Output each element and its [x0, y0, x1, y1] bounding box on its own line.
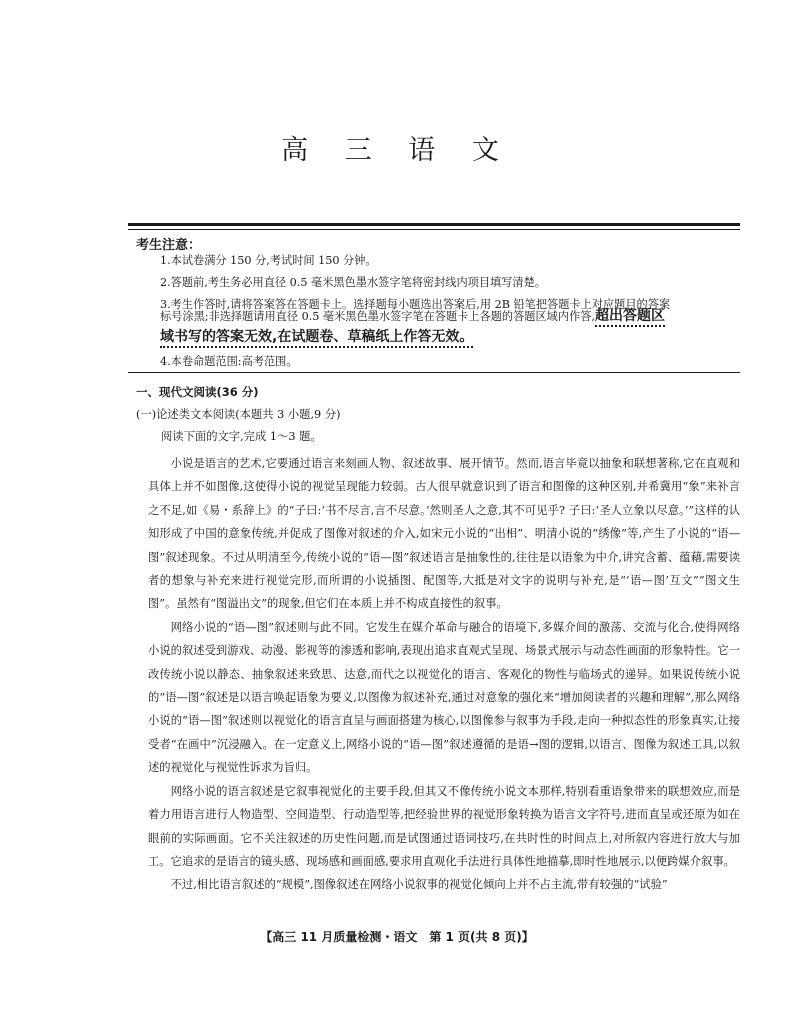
instruction: 阅读下面的文字,完成 1～3 题。: [161, 430, 322, 443]
page-footer: 【高三 11 月质量检测・语文 第 1 页(共 8 页)】: [260, 930, 534, 944]
emphasis-text: 超出答题区: [595, 308, 665, 327]
notice-item: 2.答题前,考生务必用直径 0.5 毫米黑色墨水签字笔将密封线内项目填写清楚。: [160, 276, 546, 289]
section-heading: 一、现代文阅读(36 分): [136, 385, 259, 399]
notice-heading: 考生注意：: [136, 238, 202, 253]
notice-text: 标号涂黑;非选择题请用直径 0.5 毫米黑色墨水签字笔在答题卡上各题的答题区域内作答,: [160, 310, 595, 323]
notice-item: 3.考生作答时,请将答案答在答题卡上。选择题每小题选出答案后,用 2B 铅笔把答题卡上对应题目的答案: [160, 298, 671, 311]
divider: [128, 372, 740, 373]
emphasis-text: 域书写的答案无效,在试题卷、草稿纸上作答无效。: [160, 329, 473, 348]
divider: [128, 223, 740, 226]
notice-item: 4.本卷命题范围:高考范围。: [160, 355, 298, 368]
paragraph: 网络小说的语言叙述是它叙事视觉化的主要手段,但其又不像传统小说文本那样,特别看重语象带来的联想效应,而是着力用语言进行人物造型、空间造型、行动造型等,把经验世界的视觉形象转换为语言文字符号,进而直呈或还原为如在眼前的实际画面。它不关注叙述的历史性问题,而是试图通过语词技巧,在共时性的时间点上,对所叙内容进行放大与加工。它追求的是语言的镜头感、现场感和画面感,要求用直观化手法进行具体性地描摹,即时性地展示,以便跨媒介叙事。: [148, 784, 740, 868]
divider: [128, 229, 740, 230]
passage: [148, 452, 740, 897]
page-title: 高 三 语 文: [281, 135, 513, 166]
notice-item: 1.本试卷满分 150 分,考试时间 150 分钟。: [160, 254, 377, 267]
paragraph: 小说是语言的艺术,它要通过语言来刻画人物、叙述故事、展开情节。然而,语言毕竟以抽象和联想著称,它在直观和具体上并不如图像,这使得小说的视觉呈现能力较弱。古人很早就意识到了语言和图像的这种区别,并希冀用“象”来补言之不足,如《易・系辞上》的“子曰:‘书不尽言,言不尽意。’然则圣人之意,其不可见乎? 子曰:‘圣人立象以尽意。’”这样的认知形成了中国的意象传统,并促成了图像对叙述的介入,如宋元小说的“出相”、明清小说的“绣像”等,产生了小说的“语—图”叙述现象。不过从明清至今,传统小说的“语—图”叙述语言是抽象性的,往往是以语象为中介,讲究含蓄、蕴藉,需要读者的想象与补充来进行视觉完形,而所谓的小说插图、配图等,大抵是对文字的说明与补充,是“‘语—图’互文”“图文生图”。虽然有“图溢出文”的现象,但它们在本质上并不构成直接性的叙事。: [148, 457, 740, 611]
subsection-heading: (一)论述类文本阅读(本题共 3 小题,9 分): [136, 408, 341, 421]
notice-item-continued: [160, 326, 746, 349]
paragraph: 不过,相比语言叙述的“规模”,图像叙述在网络小说叙事的视觉化倾向上并不占主流,带有较强的“试验”: [170, 878, 668, 892]
paragraph: 网络小说的“语—图”叙述则与此不同。它发生在媒介革命与融合的语境下,多媒介间的激荡、交流与化合,使得网络小说的叙述受到游戏、动漫、影视等的渗透和影响,表现出追求直观式呈现、场景式展示与动态性画面的形象特性。它一改传统小说以静态、抽象叙述来致思、达意,而代之以视觉化的语言、客观化的物性与临场式的递异。如果说传统小说的“语—图”叙述是以语言唤起语象为要义,以图像为叙述补充,通过对意象的强化来“增加阅读者的兴趣和理解”,那么网络小说的“语—图”叙述则以视觉化的语言直呈与画面搭建为核心,以图像参与叙事为手段,走向一种拟态性的形象真实,让接受者“在画中”沉浸融入。在一定意义上,网络小说的“语—图”叙述遵循的是语→图的逻辑,以语言、图像为叙述工具,以叙述的视觉化与视觉性诉求为旨归。: [148, 620, 740, 775]
notice-item-continued: [160, 305, 740, 328]
